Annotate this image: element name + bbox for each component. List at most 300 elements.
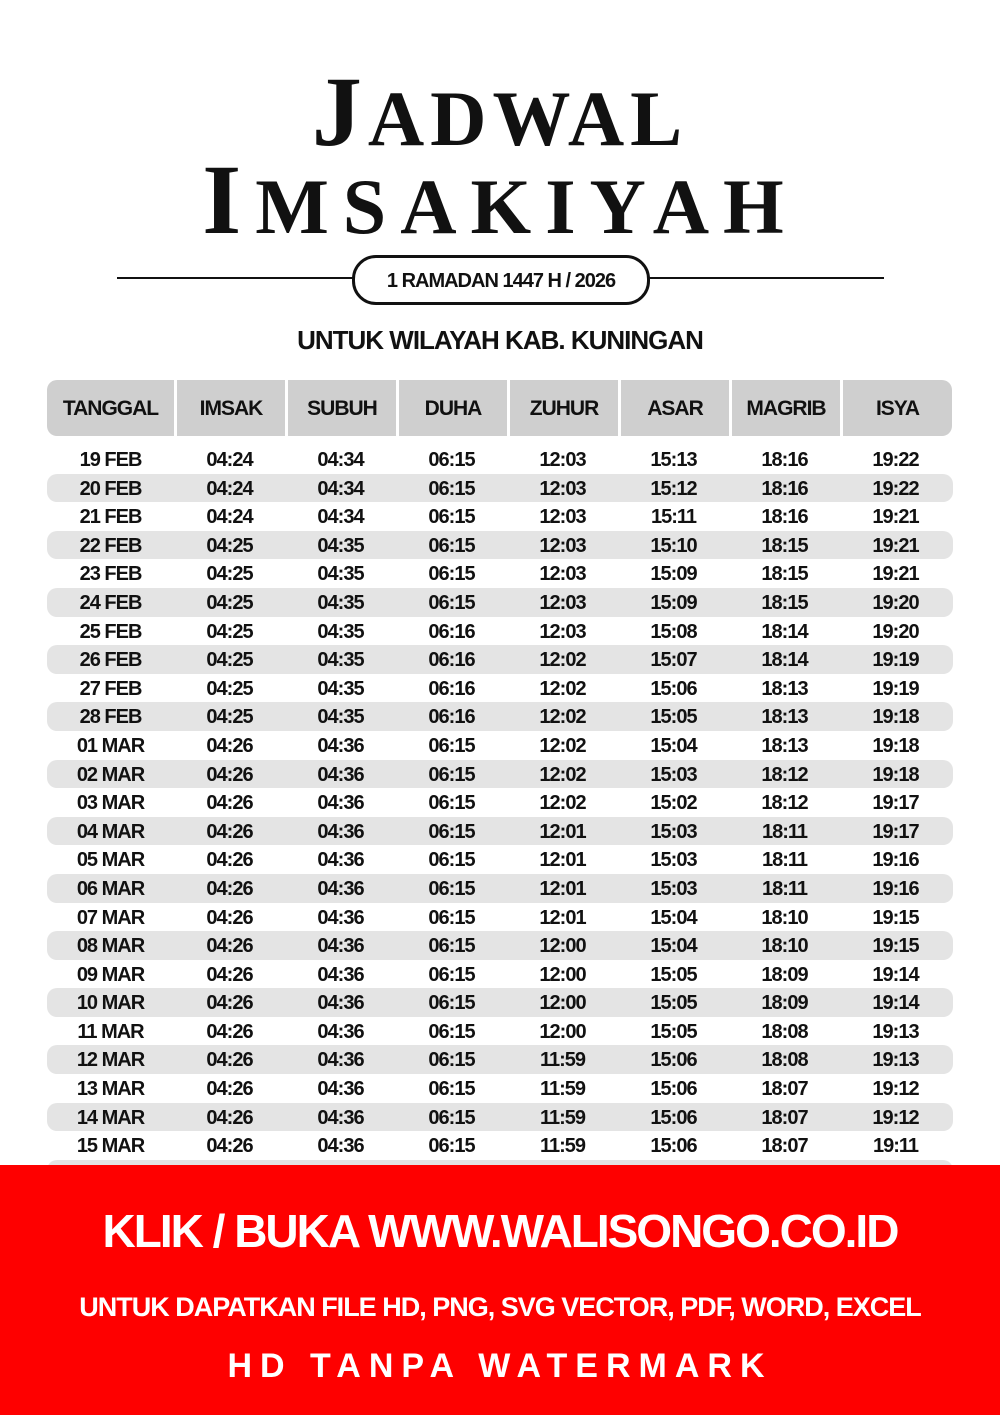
cell-tanggal	[47, 874, 174, 903]
cell-value: 04:36	[317, 1020, 364, 1043]
cell-tanggal	[47, 1131, 174, 1160]
cell-value: 15:05	[650, 706, 697, 729]
cell-imsak	[174, 960, 285, 989]
cell-imsak	[174, 474, 285, 503]
cell-subuh	[285, 502, 396, 531]
table-row	[47, 702, 953, 731]
cell-magrib	[729, 1103, 840, 1132]
table-row	[47, 1103, 953, 1132]
cell-value: 04:36	[317, 963, 364, 986]
cell-asar	[618, 1045, 729, 1074]
cell-value: 04:24	[206, 506, 253, 529]
cell-subuh	[285, 702, 396, 731]
cell-isya	[840, 1045, 951, 1074]
cell-value: 04:25	[206, 563, 253, 586]
cell-value: 18:10	[761, 906, 808, 929]
cell-value: 19:13	[872, 1020, 919, 1043]
cell-tanggal	[47, 731, 174, 760]
table-row	[47, 474, 953, 503]
cell-value: 19:17	[872, 820, 919, 843]
cell-asar	[618, 617, 729, 646]
cell-value: 04:35	[317, 620, 364, 643]
cell-value: 04:26	[206, 992, 253, 1015]
cell-asar	[618, 960, 729, 989]
table-row	[47, 874, 953, 903]
cell-value: 12:02	[539, 734, 586, 757]
cell-magrib	[729, 931, 840, 960]
cell-value: 27 FEB	[79, 677, 142, 700]
cell-value: 20 FEB	[79, 477, 142, 500]
cell-duha	[396, 559, 507, 588]
cell-value: 25 FEB	[79, 620, 142, 643]
cell-value: 21 FEB	[79, 506, 142, 529]
cell-value: 06:15	[428, 563, 475, 586]
cell-value: 04:36	[317, 820, 364, 843]
cell-duha	[396, 1074, 507, 1103]
cell-subuh	[285, 617, 396, 646]
cell-value: 15:12	[650, 477, 697, 500]
cell-value: 04:24	[206, 449, 253, 471]
banner-watermark-note	[0, 1343, 1000, 1389]
cell-zuhur	[507, 559, 618, 588]
cell-isya	[840, 731, 951, 760]
cell-value: 04:36	[317, 935, 364, 958]
cell-value: 11:59	[539, 1106, 586, 1129]
cell-value: 22 FEB	[79, 534, 142, 557]
cell-tanggal	[47, 760, 174, 789]
cell-duha	[396, 960, 507, 989]
table-row	[47, 559, 953, 588]
cell-value: 15:06	[650, 677, 697, 700]
cell-tanggal	[47, 1045, 174, 1074]
cell-isya	[840, 702, 951, 731]
cell-tanggal	[47, 845, 174, 874]
cell-value: 04:34	[317, 449, 364, 471]
cell-isya	[840, 1131, 951, 1160]
cell-duha	[396, 845, 507, 874]
cell-magrib	[729, 617, 840, 646]
cell-value: 15:03	[650, 763, 697, 786]
cell-duha	[396, 788, 507, 817]
cell-asar	[618, 931, 729, 960]
cell-value: 18:11	[761, 849, 808, 872]
cell-imsak	[174, 731, 285, 760]
cell-isya	[840, 617, 951, 646]
cell-imsak	[174, 817, 285, 846]
cell-value: 19:20	[872, 620, 919, 643]
table-row	[47, 1074, 953, 1103]
cell-tanggal	[47, 1074, 174, 1103]
cell-asar	[618, 674, 729, 703]
cell-value: 15:06	[650, 1135, 697, 1158]
banner-subline-text: UNTUK DAPATKAN FILE HD, PNG, SVG VECTOR, PDF, WORD, EXCEL	[79, 1292, 921, 1322]
cell-value: 19:21	[872, 506, 919, 529]
title-initial: J	[311, 56, 368, 167]
table-row	[47, 960, 953, 989]
cell-value: 04 MAR	[76, 820, 145, 843]
cell-value: 18:07	[761, 1135, 808, 1158]
cell-value: 19:15	[872, 935, 919, 958]
cell-value: 06 MAR	[76, 877, 145, 900]
cell-value: 19:18	[872, 734, 919, 757]
cell-asar	[618, 1103, 729, 1132]
cell-magrib	[729, 588, 840, 617]
cell-zuhur	[507, 588, 618, 617]
cell-magrib	[729, 445, 840, 474]
cell-value: 19:22	[872, 449, 919, 471]
cell-value: 23 FEB	[79, 563, 142, 586]
cell-magrib	[729, 559, 840, 588]
cell-tanggal	[47, 1103, 174, 1132]
cell-value: 06:16	[428, 677, 475, 700]
cell-subuh	[285, 960, 396, 989]
ramadan-year-badge	[352, 255, 650, 305]
cell-value: 18:08	[761, 1020, 808, 1043]
cell-imsak	[174, 1131, 285, 1160]
cell-isya	[840, 645, 951, 674]
cell-value: 04:26	[206, 877, 253, 900]
cell-value: 04:24	[206, 477, 253, 500]
cell-zuhur	[507, 788, 618, 817]
cell-value: 15:04	[650, 734, 697, 757]
cell-value: 04:35	[317, 677, 364, 700]
cell-value: 04:36	[317, 792, 364, 815]
cell-duha	[396, 445, 507, 474]
cell-tanggal	[47, 588, 174, 617]
cell-zuhur	[507, 445, 618, 474]
cell-value: 15:13	[650, 449, 697, 471]
cell-value: 04:26	[206, 734, 253, 757]
cell-value: 06:15	[428, 992, 475, 1015]
banner-subline	[0, 1285, 1000, 1329]
promo-banner	[0, 1165, 1000, 1415]
cell-duha	[396, 674, 507, 703]
cell-value: 19:22	[872, 477, 919, 500]
cell-subuh	[285, 788, 396, 817]
cell-value: 04:26	[206, 963, 253, 986]
cell-imsak	[174, 988, 285, 1017]
cell-zuhur	[507, 1017, 618, 1046]
cell-value: 04:36	[317, 992, 364, 1015]
cell-value: 18:16	[761, 477, 808, 500]
cell-value: 15:03	[650, 849, 697, 872]
cell-value: 04:25	[206, 649, 253, 672]
cell-value: 11:59	[539, 1078, 586, 1101]
cell-value: 15:11	[650, 506, 697, 529]
table-row	[47, 788, 953, 817]
cell-value: 04:34	[317, 477, 364, 500]
column-header-duha	[399, 380, 507, 436]
cell-subuh	[285, 1045, 396, 1074]
cell-subuh	[285, 674, 396, 703]
cell-value: 06:15	[428, 1020, 475, 1043]
cell-value: 15:02	[650, 792, 697, 815]
banner-headline	[0, 1201, 1000, 1261]
cell-imsak	[174, 645, 285, 674]
cell-value: 04:26	[206, 792, 253, 815]
cell-magrib	[729, 474, 840, 503]
cell-asar	[618, 1074, 729, 1103]
cell-value: 11:59	[539, 1135, 586, 1158]
cell-value: 19:12	[872, 1078, 919, 1101]
cell-value: 18:07	[761, 1106, 808, 1129]
cell-asar	[618, 502, 729, 531]
cell-tanggal	[47, 502, 174, 531]
cell-value: 28 FEB	[79, 706, 142, 729]
cell-isya	[840, 760, 951, 789]
cell-asar	[618, 531, 729, 560]
table-row	[47, 588, 953, 617]
cell-value: 13 MAR	[76, 1078, 145, 1101]
cell-value: 15:09	[650, 563, 697, 586]
cell-value: 15 MAR	[76, 1135, 145, 1158]
cell-duha	[396, 1017, 507, 1046]
cell-isya	[840, 931, 951, 960]
cell-value: 19:13	[872, 1049, 919, 1072]
cell-zuhur	[507, 502, 618, 531]
cell-value: 15:03	[650, 877, 697, 900]
cell-asar	[618, 1017, 729, 1046]
cell-zuhur	[507, 760, 618, 789]
cell-value: 04:25	[206, 591, 253, 614]
cell-value: 15:10	[650, 534, 697, 557]
cell-asar	[618, 474, 729, 503]
cell-value: 04:26	[206, 906, 253, 929]
cell-imsak	[174, 874, 285, 903]
cell-value: 12:02	[539, 677, 586, 700]
cell-imsak	[174, 845, 285, 874]
cell-magrib	[729, 1074, 840, 1103]
cell-value: 15:08	[650, 620, 697, 643]
cell-subuh	[285, 760, 396, 789]
cell-duha	[396, 760, 507, 789]
cell-imsak	[174, 1074, 285, 1103]
cell-tanggal	[47, 817, 174, 846]
cell-value: 12:00	[539, 935, 586, 958]
cell-value: 06:15	[428, 906, 475, 929]
cell-imsak	[174, 531, 285, 560]
cell-asar	[618, 445, 729, 474]
cell-value: 19:20	[872, 591, 919, 614]
table-row	[47, 1017, 953, 1046]
cell-zuhur	[507, 702, 618, 731]
cell-asar	[618, 845, 729, 874]
cell-magrib	[729, 817, 840, 846]
cell-value: 18:14	[761, 649, 808, 672]
cell-zuhur	[507, 845, 618, 874]
cell-value: 05 MAR	[76, 849, 145, 872]
title-rest: MSAKIYAH	[255, 163, 798, 250]
cell-duha	[396, 1103, 507, 1132]
cell-imsak	[174, 1103, 285, 1132]
cell-duha	[396, 588, 507, 617]
region-text: UNTUK WILAYAH KAB. KUNINGAN	[297, 325, 703, 355]
table-row	[47, 988, 953, 1017]
cell-isya	[840, 474, 951, 503]
cell-value: 04:26	[206, 1049, 253, 1072]
cell-value: 19:21	[872, 534, 919, 557]
cell-duha	[396, 731, 507, 760]
cell-zuhur	[507, 988, 618, 1017]
ramadan-year-text: 1 RAMADAN 1447 H / 2026	[386, 270, 616, 292]
cell-asar	[618, 731, 729, 760]
column-header-zuhur	[510, 380, 618, 436]
cell-value: 04:35	[317, 563, 364, 586]
cell-value: 26 FEB	[79, 649, 142, 672]
column-header-label: MAGRIB	[746, 397, 826, 420]
cell-value: 10 MAR	[76, 992, 145, 1015]
cell-tanggal	[47, 988, 174, 1017]
cell-zuhur	[507, 1045, 618, 1074]
cell-subuh	[285, 645, 396, 674]
cell-asar	[618, 903, 729, 932]
cell-duha	[396, 874, 507, 903]
cell-imsak	[174, 502, 285, 531]
cell-asar	[618, 702, 729, 731]
cell-tanggal	[47, 474, 174, 503]
cell-zuhur	[507, 531, 618, 560]
cell-value: 04:35	[317, 591, 364, 614]
cell-duha	[396, 1045, 507, 1074]
cell-asar	[618, 760, 729, 789]
cell-value: 14 MAR	[76, 1106, 145, 1129]
column-header-label: ZUHUR	[529, 397, 599, 420]
cell-value: 19:16	[872, 849, 919, 872]
cell-value: 19:11	[872, 1135, 919, 1158]
cell-isya	[840, 903, 951, 932]
cell-zuhur	[507, 674, 618, 703]
cell-value: 12:03	[539, 506, 586, 529]
cell-value: 18:13	[761, 677, 808, 700]
cell-isya	[840, 502, 951, 531]
cell-value: 06:16	[428, 649, 475, 672]
cell-magrib	[729, 788, 840, 817]
cell-isya	[840, 874, 951, 903]
cell-value: 12:02	[539, 649, 586, 672]
cell-value: 19:16	[872, 877, 919, 900]
cell-value: 04:25	[206, 620, 253, 643]
cell-zuhur	[507, 645, 618, 674]
cell-magrib	[729, 1017, 840, 1046]
cell-value: 19:18	[872, 706, 919, 729]
cell-value: 19:14	[872, 992, 919, 1015]
cell-magrib	[729, 903, 840, 932]
cell-value: 19:19	[872, 649, 919, 672]
cell-value: 18:14	[761, 620, 808, 643]
table-row	[47, 502, 953, 531]
cell-value: 04:36	[317, 1106, 364, 1129]
cell-value: 18:11	[761, 820, 808, 843]
cell-value: 04:35	[317, 534, 364, 557]
cell-isya	[840, 445, 951, 474]
cell-zuhur	[507, 903, 618, 932]
cell-value: 12:00	[539, 963, 586, 986]
cell-value: 06:15	[428, 477, 475, 500]
cell-tanggal	[47, 445, 174, 474]
cell-subuh	[285, 845, 396, 874]
cell-value: 04:35	[317, 706, 364, 729]
cell-value: 04:36	[317, 763, 364, 786]
divider-left	[117, 277, 357, 279]
table-row	[47, 617, 953, 646]
cell-value: 11:59	[539, 1049, 586, 1072]
cell-value: 12:03	[539, 449, 586, 471]
cell-value: 15:05	[650, 992, 697, 1015]
cell-subuh	[285, 903, 396, 932]
cell-isya	[840, 960, 951, 989]
cell-tanggal	[47, 702, 174, 731]
cell-tanggal	[47, 931, 174, 960]
cell-value: 06:15	[428, 1049, 475, 1072]
cell-isya	[840, 1103, 951, 1132]
table-row	[47, 760, 953, 789]
cell-imsak	[174, 788, 285, 817]
cell-value: 04:36	[317, 877, 364, 900]
cell-value: 04:26	[206, 1020, 253, 1043]
cell-value: 18:07	[761, 1078, 808, 1101]
cell-value: 12:01	[539, 820, 586, 843]
table-row	[47, 903, 953, 932]
cell-value: 19:19	[872, 677, 919, 700]
cell-value: 06:15	[428, 792, 475, 815]
cell-value: 15:03	[650, 820, 697, 843]
cell-duha	[396, 817, 507, 846]
cell-duha	[396, 474, 507, 503]
cell-imsak	[174, 931, 285, 960]
cell-value: 12:03	[539, 534, 586, 557]
cell-value: 12:00	[539, 992, 586, 1015]
table-row	[47, 1131, 953, 1160]
cell-value: 18:10	[761, 935, 808, 958]
cell-isya	[840, 988, 951, 1017]
cell-magrib	[729, 645, 840, 674]
cell-value: 11 MAR	[77, 1020, 144, 1043]
cell-subuh	[285, 1017, 396, 1046]
cell-tanggal	[47, 559, 174, 588]
table-header	[47, 380, 953, 436]
cell-isya	[840, 674, 951, 703]
cell-value: 04:36	[317, 1078, 364, 1101]
cell-value: 24 FEB	[79, 591, 142, 614]
cell-value: 15:04	[650, 906, 697, 929]
cell-value: 07 MAR	[76, 906, 145, 929]
column-header-label: IMSAK	[199, 397, 263, 420]
cell-magrib	[729, 731, 840, 760]
cell-value: 15:06	[650, 1078, 697, 1101]
table-row	[47, 445, 953, 474]
cell-subuh	[285, 1103, 396, 1132]
cell-value: 19:12	[872, 1106, 919, 1129]
cell-magrib	[729, 845, 840, 874]
cell-value: 04:26	[206, 935, 253, 958]
cell-value: 15:06	[650, 1049, 697, 1072]
cell-asar	[618, 645, 729, 674]
cell-subuh	[285, 988, 396, 1017]
cell-magrib	[729, 1045, 840, 1074]
cell-subuh	[285, 445, 396, 474]
cell-value: 06:15	[428, 449, 475, 471]
cell-value: 19:17	[872, 792, 919, 815]
cell-asar	[618, 788, 729, 817]
cell-value: 19:18	[872, 763, 919, 786]
table-row	[47, 674, 953, 703]
cell-value: 04:26	[206, 1106, 253, 1129]
cell-isya	[840, 788, 951, 817]
cell-imsak	[174, 559, 285, 588]
cell-value: 06:16	[428, 706, 475, 729]
cell-value: 04:36	[317, 849, 364, 872]
cell-duha	[396, 903, 507, 932]
